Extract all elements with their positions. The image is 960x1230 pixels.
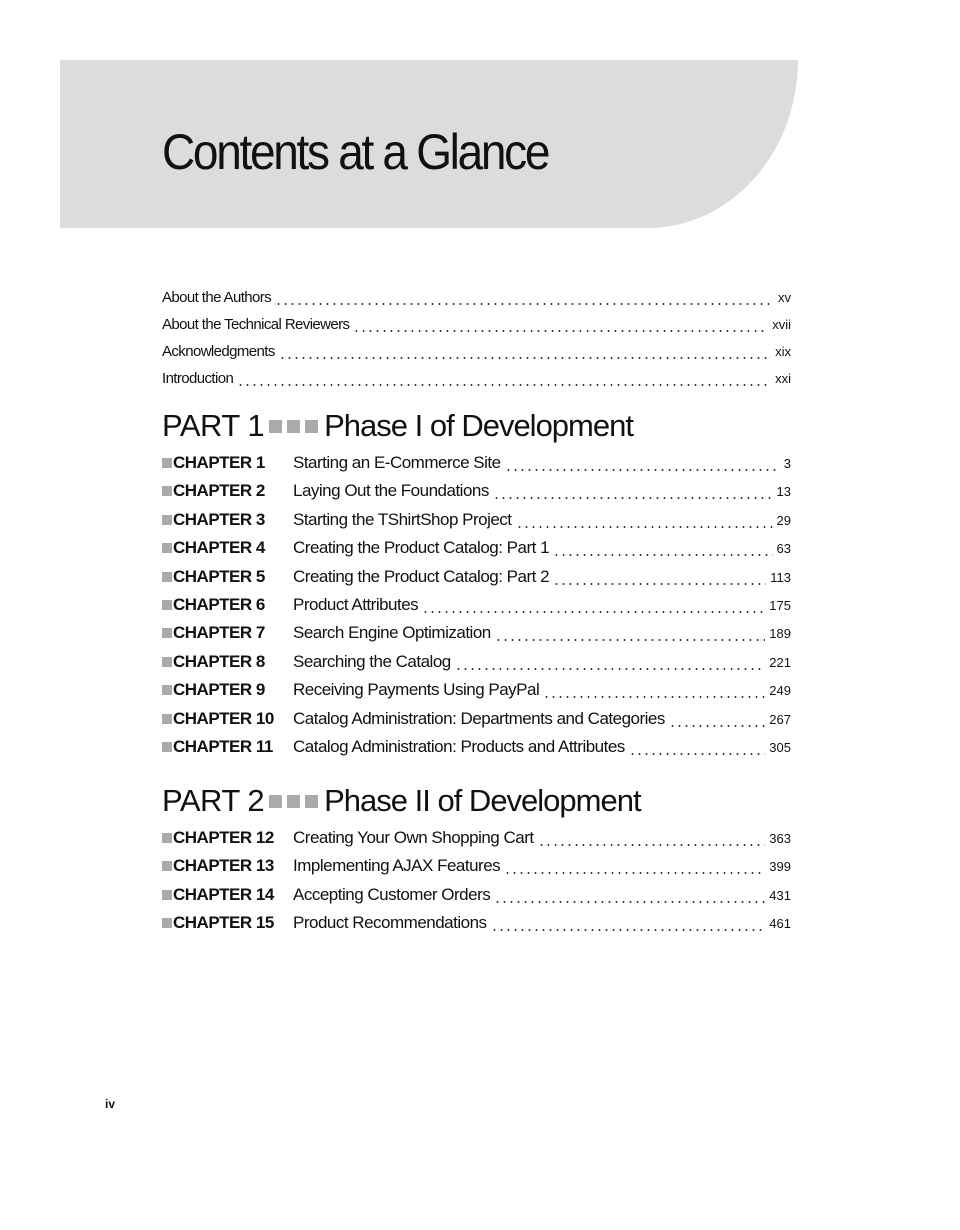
square-bullet-icon: [162, 543, 172, 553]
chapter-label-wrap: [162, 709, 293, 729]
dot-leader: [516, 526, 773, 528]
chapter-label: CHAPTER 13: [173, 856, 274, 876]
chapter-page: 13: [776, 484, 791, 500]
square-bullet-icon: [162, 918, 172, 928]
chapter-label-wrap: [162, 828, 293, 848]
chapter-page: 189: [769, 626, 791, 642]
part-title: Phase II of Development: [324, 783, 641, 818]
entry-title: About the Authors: [162, 289, 272, 306]
chapter-label: CHAPTER 9: [173, 680, 265, 700]
square-bullet-icon: [162, 685, 172, 695]
chapter-label: CHAPTER 15: [173, 913, 274, 933]
dot-leader: [275, 303, 774, 305]
chapter-page: 63: [776, 541, 791, 557]
chapter-entry[interactable]: [162, 913, 791, 935]
chapter-title: Laying Out the Foundations: [293, 481, 489, 501]
chapter-label-wrap: [162, 510, 293, 530]
chapter-entry[interactable]: [162, 595, 791, 617]
entry-page: xv: [778, 290, 791, 305]
part-heading: [162, 406, 633, 446]
chapter-page: 431: [769, 887, 791, 903]
chapter-page: 113: [770, 569, 791, 585]
chapter-entry[interactable]: [162, 680, 791, 702]
page-number: iv: [105, 1097, 116, 1111]
dot-leader: [279, 357, 771, 359]
chapter-title: Starting an E-Commerce Site: [293, 453, 501, 472]
entry-page: xvii: [772, 317, 791, 332]
dot-leader: [494, 901, 765, 903]
entry-title: About the Technical Reviewers: [162, 316, 350, 333]
toc-entry[interactable]: [162, 316, 791, 336]
chapter-label-wrap: [162, 567, 293, 587]
page-title: Contents at a Glance: [162, 124, 549, 180]
chapter-entry[interactable]: [162, 828, 791, 850]
chapter-entry[interactable]: [162, 623, 791, 645]
chapter-title: Product Recommendations: [293, 913, 487, 933]
chapter-entry[interactable]: [162, 510, 791, 532]
dot-leader: [495, 639, 766, 641]
square-bullet-icon: [162, 742, 172, 752]
chapter-entry[interactable]: [162, 737, 791, 759]
chapter-label-wrap: [162, 481, 293, 501]
part-label: PART 1: [162, 408, 265, 443]
chapter-title: Creating Your Own Shopping Cart: [293, 828, 534, 847]
part-title: Phase I of Development: [324, 408, 633, 443]
chapter-title: Creating the Product Catalog: Part 1: [293, 538, 550, 558]
chapter-label-wrap: [162, 538, 293, 558]
chapter-title: Product Attributes: [293, 595, 419, 614]
chapter-label: CHAPTER 3: [173, 509, 265, 529]
chapter-title: Catalog Administration: Products and Attributes: [293, 737, 625, 756]
entry-page: xix: [775, 344, 791, 359]
chapter-page: 267: [769, 711, 791, 727]
chapter-label-wrap: [162, 652, 293, 672]
square-bullet-icon: [162, 890, 172, 900]
chapter-entry[interactable]: [162, 856, 791, 878]
chapter-label: CHAPTER 1: [173, 453, 265, 472]
chapter-title: Searching the Catalog: [293, 651, 451, 671]
chapter-entry[interactable]: [162, 453, 791, 475]
chapter-title: Search Engine Optimization: [293, 623, 491, 643]
chapter-title: Creating the Product Catalog: Part 2: [293, 566, 550, 586]
toc-entry[interactable]: [162, 370, 791, 390]
dot-leader: [237, 384, 771, 386]
chapter-label-wrap: [162, 623, 293, 643]
chapter-label: CHAPTER 11: [173, 737, 273, 756]
square-bullet-icon: [162, 458, 172, 468]
dot-leader: [493, 497, 773, 499]
chapter-label: CHAPTER 14: [173, 884, 274, 904]
dot-leader: [491, 929, 766, 931]
chapter-title: Implementing AJAX Features: [293, 856, 501, 876]
chapter-label-wrap: [162, 913, 293, 933]
chapter-label-wrap: [162, 737, 293, 757]
chapter-page: 461: [769, 916, 791, 932]
chapter-page: 399: [769, 859, 791, 875]
dot-leader: [353, 330, 768, 332]
chapter-label: CHAPTER 5: [173, 566, 265, 586]
entry-title: Acknowledgments: [162, 343, 275, 360]
dot-leader: [629, 753, 765, 755]
chapter-entry[interactable]: [162, 652, 791, 674]
dot-leader: [505, 469, 780, 471]
chapter-label: CHAPTER 12: [173, 828, 274, 847]
square-bullet-icon: [162, 628, 172, 638]
part-label: PART 2: [162, 783, 265, 818]
dot-leader: [422, 611, 765, 613]
dot-leader: [669, 725, 765, 727]
dot-leader: [504, 872, 765, 874]
square-bullet-icon: [162, 572, 172, 582]
chapter-label-wrap: [162, 680, 293, 700]
chapter-label-wrap: [162, 595, 293, 615]
chapter-label: CHAPTER 4: [173, 538, 265, 558]
dot-leader: [543, 696, 765, 698]
chapter-title: Starting the TShirtShop Project: [293, 509, 512, 529]
toc-entry[interactable]: [162, 289, 791, 309]
square-bullet-icon: [269, 420, 282, 433]
chapter-title: Accepting Customer Orders: [293, 884, 491, 904]
chapter-page: 305: [769, 740, 791, 755]
chapter-entry[interactable]: [162, 538, 791, 560]
square-bullet-icon: [162, 833, 172, 843]
chapter-page: 3: [783, 456, 791, 471]
square-bullet-icon: [162, 515, 172, 525]
chapter-page: 249: [769, 683, 791, 699]
square-bullet-icon: [305, 420, 318, 433]
chapter-page: 363: [769, 831, 791, 846]
square-bullet-icon: [162, 600, 172, 610]
square-bullet-icon: [162, 486, 172, 496]
square-bullet-icon: [287, 420, 300, 433]
dot-leader: [455, 668, 766, 670]
chapter-label-wrap: [162, 453, 293, 473]
chapter-label: CHAPTER 6: [173, 595, 265, 614]
square-bullet-icon: [269, 795, 282, 808]
chapter-label: CHAPTER 7: [173, 623, 265, 643]
chapter-page: 221: [769, 654, 791, 670]
square-bullet-icon: [162, 657, 172, 667]
chapter-entry[interactable]: [162, 567, 791, 589]
chapter-label-wrap: [162, 885, 293, 905]
toc-entry[interactable]: [162, 343, 791, 363]
chapter-label-wrap: [162, 856, 293, 876]
chapter-title: Receiving Payments Using PayPal: [293, 680, 540, 700]
square-bullet-icon: [305, 795, 318, 808]
chapter-page: 175: [769, 598, 791, 613]
square-bullet-icon: [287, 795, 300, 808]
chapter-label: CHAPTER 2: [173, 481, 265, 501]
entry-title: Introduction: [162, 370, 234, 387]
chapter-entry[interactable]: [162, 709, 791, 731]
chapter-page: 29: [776, 512, 791, 528]
entry-page: xxi: [775, 371, 791, 386]
dot-leader: [553, 554, 772, 556]
square-bullet-icon: [162, 714, 172, 724]
dot-leader: [553, 583, 766, 585]
chapter-label: CHAPTER 8: [173, 651, 265, 671]
chapter-entry[interactable]: [162, 885, 791, 907]
dot-leader: [538, 844, 766, 846]
chapter-entry[interactable]: [162, 481, 791, 503]
part-heading: [162, 781, 641, 821]
square-bullet-icon: [162, 861, 172, 871]
chapter-title: Catalog Administration: Departments and Categories: [293, 708, 665, 728]
chapter-label: CHAPTER 10: [173, 708, 274, 728]
